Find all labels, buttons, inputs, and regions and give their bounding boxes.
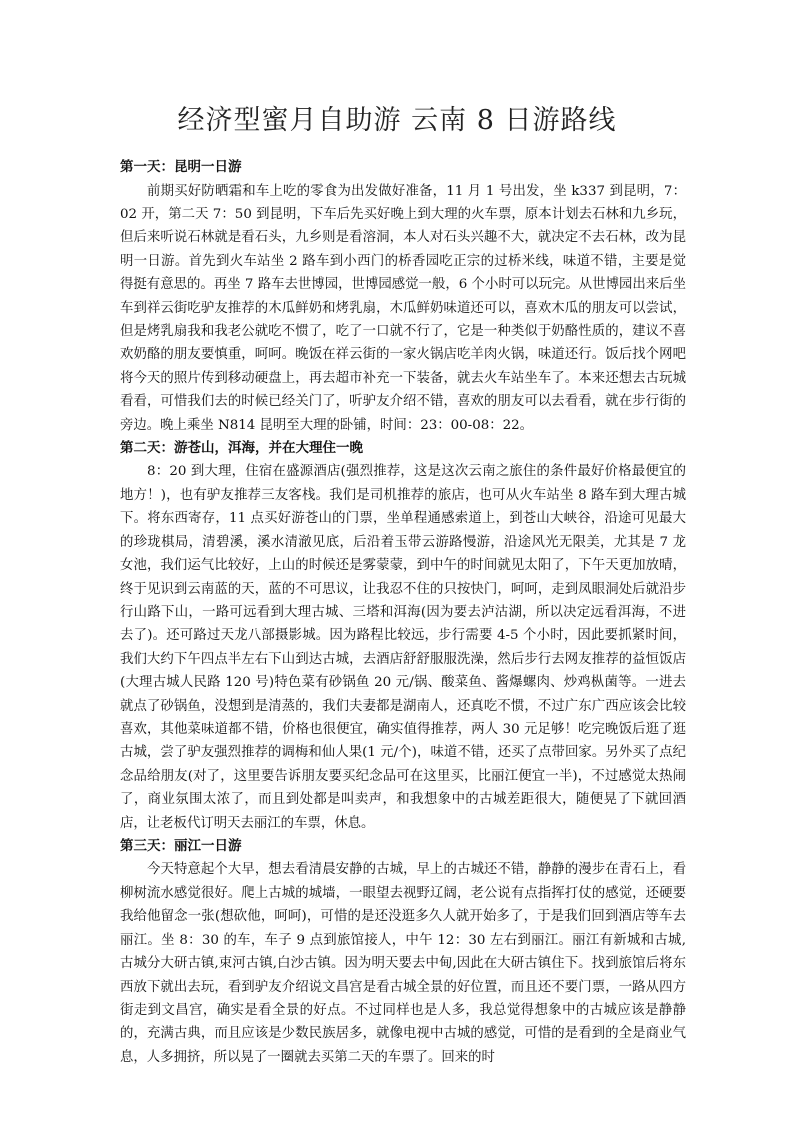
section-paragraph: 今天特意起个大早，想去看清晨安静的古城，早上的古城还不错，静静的漫步在青石上，看柳树流水感觉很好。爬上古城的城墙，一眼望去视野辽阔，老公说有点指挥打仗的感觉，还硬要我给他留念一张(想砍他，呵呵)，可惜的是还没逛多久人就开始多了，于是我们回到酒店等车去丽江。坐 8：30 的车，车子 9 点到旅馆接人，中午 12：30 左右到丽江。丽江有新城和古城,古城分大研古镇,束河古镇,白沙古镇。因为明天要去中甸,因此在大研古镇住下。找到旅馆后将东西放下就出去玩，看到驴友介绍说文昌宫是看古城全景的好位置，而且还不要门票，一路从四方街走到文昌宫，确实是看全景的好点。不过同样也是人多，我总觉得想象中的古城应该是静静的，充满古典，而且应该是少数民族居多，就像电视中古城的感觉，可惜的是看到的全是商业气息，人多拥挤，所以晃了一圈就去买第二天的车票了。回来的时 bbox=[120, 862, 686, 1065]
section-day-2 bbox=[120, 437, 686, 835]
document-title: 经济型蜜月自助游 云南 8 日游路线 bbox=[177, 105, 617, 136]
section-heading: 第一天：昆明一日游 bbox=[120, 159, 242, 175]
section-heading: 第二天：游苍山，洱海，并在大理住一晚 bbox=[120, 439, 363, 456]
document-body bbox=[120, 156, 686, 1069]
section-day-3 bbox=[120, 835, 686, 1069]
section-day-1 bbox=[120, 156, 686, 437]
section-paragraph: 前期买好防晒霜和车上吃的零食为出发做好准备，11 月 1 号出发，坐 k337 到昆明，7：02 开，第二天 7：50 到昆明，下车后先买好晚上到大理的火车票，原本计划去石林和九乡玩，但后来听说石林就是看石头，九乡则是看溶洞，本人对石头兴趣不大，就决定不去石林，改为昆明一日游。首先到火车站坐 2 路车到小西门的桥香园吃正宗的过桥米线，味道不错，主要是觉得挺有意思的。再坐 7 路车去世博园，世博园感觉一般，6 个小时可以玩完。从世博园出来后坐车到祥云街吃驴友推荐的木瓜鲜奶和烤乳扇，木瓜鲜奶味道还可以，喜欢木瓜的朋友可以尝试，但是烤乳扇我和我老公就吃不惯了，吃了一口就不行了，它是一种类似于奶酪性质的，建议不喜欢奶酪的朋友要慎重，呵呵。晚饭在祥云街的一家火锅店吃羊肉火锅，味道还行。饭后找个网吧将今天的照片传到移动硬盘上，再去超市补充一下装备，就去火车站坐车了。本来还想去古玩城看看，可惜我们去的时候已经关门了，听驴友介绍不错，喜欢的朋友可以去看看，就在步行街的旁边。晚上乘坐 N814 昆明至大理的卧铺，时间：23：00-08：22。 bbox=[120, 183, 686, 433]
section-heading: 第三天：丽江一日游 bbox=[120, 837, 242, 854]
section-paragraph: 8：20 到大理，住宿在盛源酒店(强烈推荐，这是这次云南之旅住的条件最好价格最便宜的地方！)，也有驴友推荐三友客栈。我们是司机推荐的旅店，也可从火车站坐 8 路车到大理古城下。将东西寄存，11 点买好游苍山的门票，坐单程通感索道上，到苍山大峡谷，沿途可见最大的珍珑棋局，清碧溪，溪水清澈见底，后沿着玉带云游路慢游，沿途风光无限美，尤其是 7 龙女池，我们运气比较好，上山的时候还是雾蒙蒙，到中午的时间就见太阳了，下午天更加放晴，终于见识到云南蓝的天，蓝的不可思议，让我忍不住的只按快门，呵呵，走到凤眼洞处后就沿步行山路下山，一路可远看到大理古城、三塔和洱海(因为要去泸沽湖，所以决定远看洱海，不进去了)。还可路过天龙八部摄影城。因为路程比较远，步行需要 4-5 个小时，因此要抓紧时间，我们大约下午四点半左右下山到达古城，去酒店舒舒服服洗澡，然后步行去网友推荐的益恒饭店(大理古城人民路 120 号)特色菜有砂锅鱼 20 元/锅、酸菜鱼、酱爆螺肉、炒鸡枞菌等。一进去就点了砂锅鱼，没想到是清蒸的，我们夫妻都是湖南人，还真吃不惯，不过广东广西应该会比较喜欢，其他菜味道都不错，价格也很便宜，确实值得推荐，两人 30 元足够！吃完晚饭后逛了逛古城，尝了驴友强烈推荐的调梅和仙人果(1 元/个)，味道不错，还买了点带回家。另外买了点纪念品给朋友(对了，这里要告诉朋友要买纪念品可在这里买，比丽江便宜一半)，不过感觉太热闹了，商业氛围太浓了，而且到处都是叫卖声，和我想象中的古城差距很大，随便晃了下就回酒店，让老板代订明天去丽江的车票，休息。 bbox=[120, 464, 686, 831]
